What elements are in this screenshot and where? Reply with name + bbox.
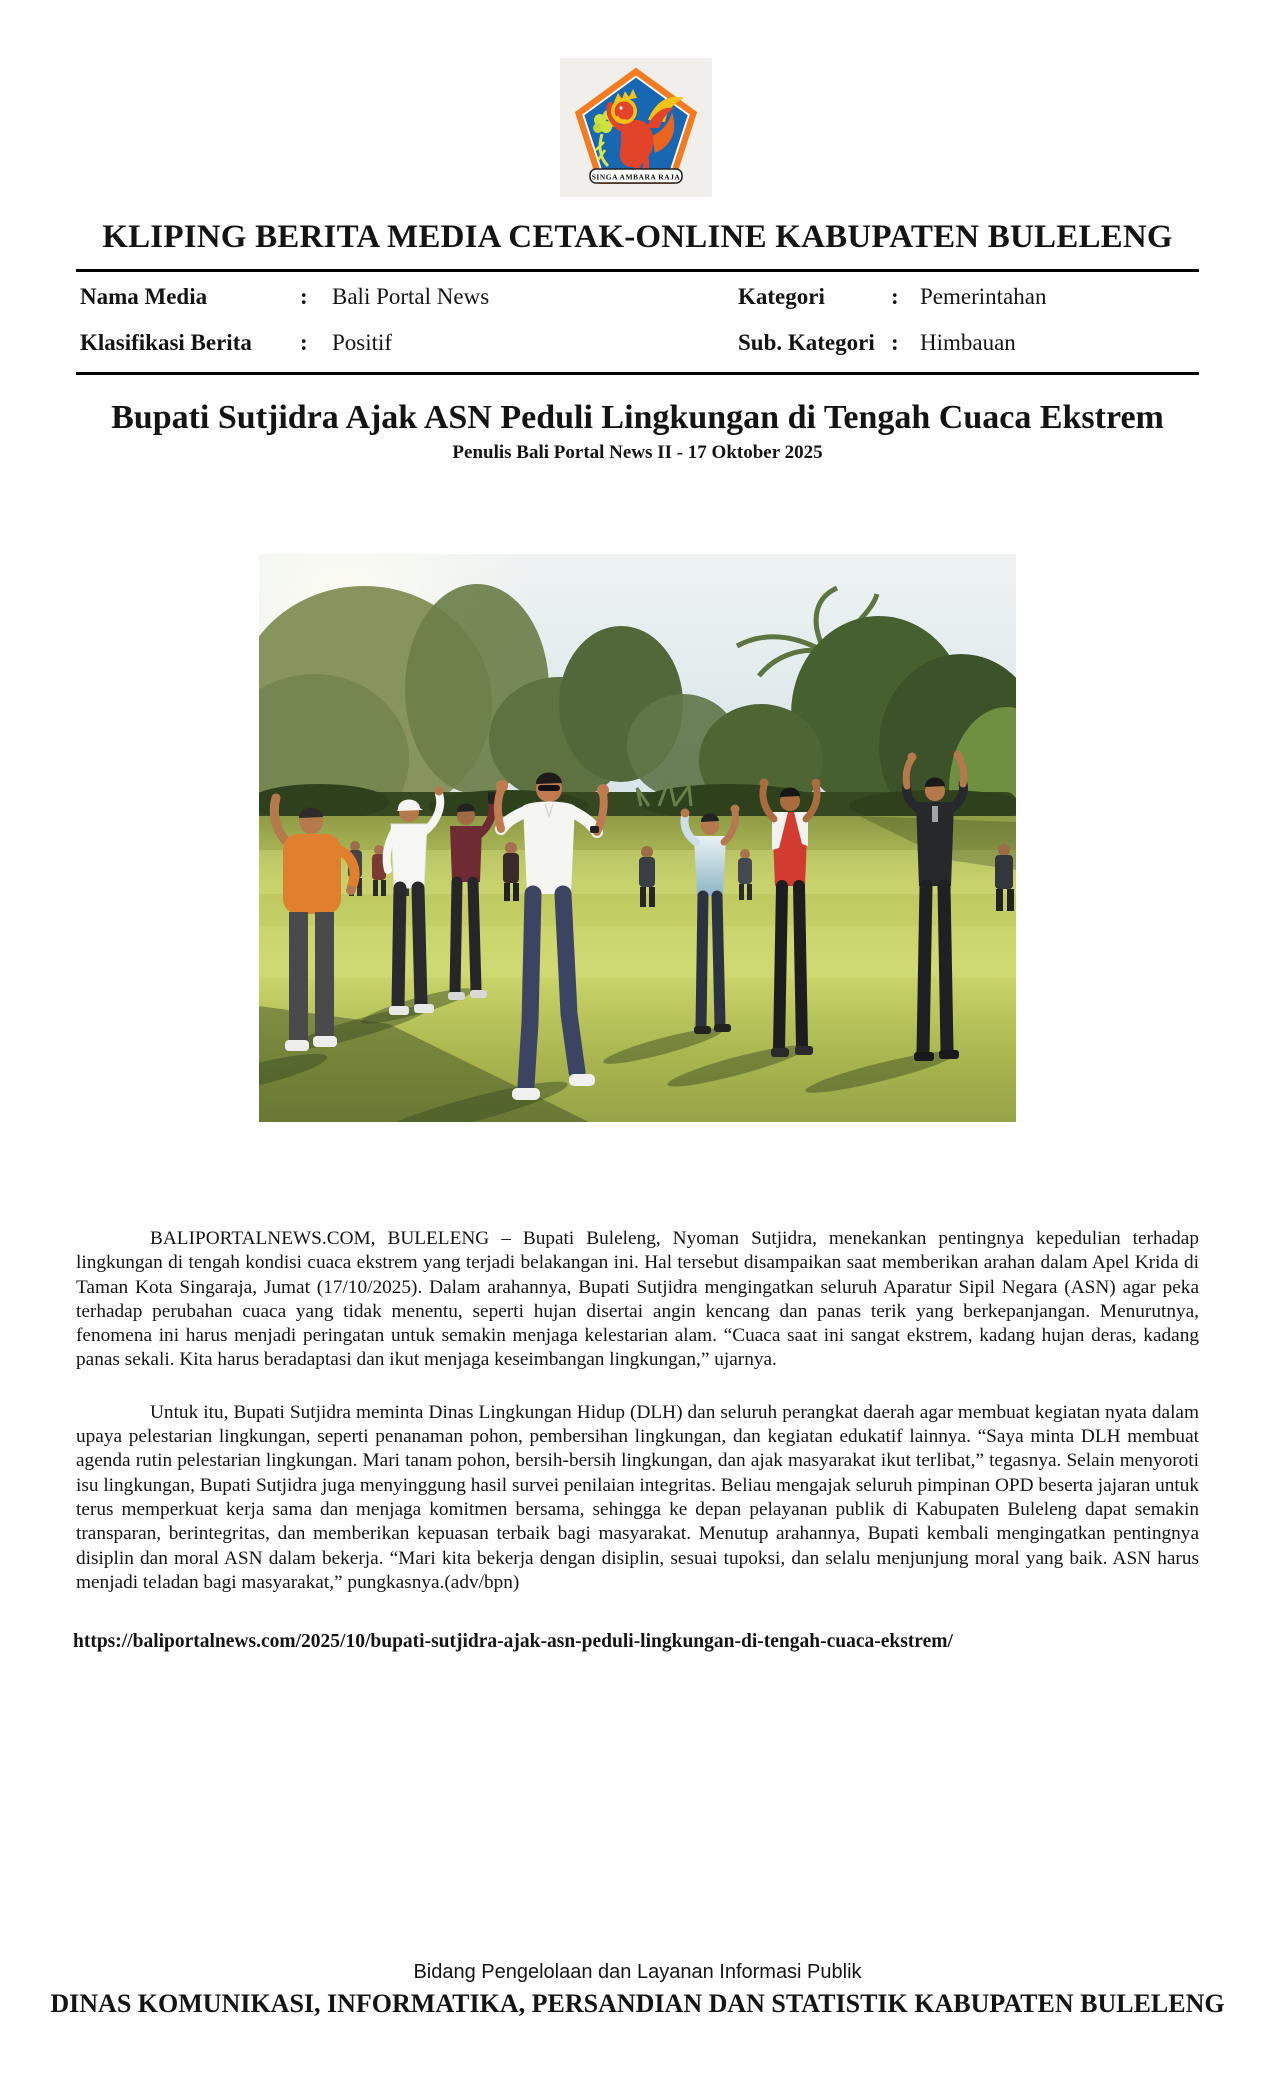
article-photo <box>259 554 1016 1122</box>
sunlit-band <box>259 926 1016 978</box>
buleleng-emblem <box>560 58 712 197</box>
meta-label-sub-kategori: Sub. Kategori <box>738 330 875 355</box>
meta-colon: : <box>300 284 308 309</box>
article-byline: Penulis Bali Portal News II - 17 Oktober 2025 <box>452 442 823 463</box>
emblem-banner <box>590 169 682 183</box>
article-paragraph-2: Untuk itu, Bupati Sutjidra meminta Dinas Lingkungan Hidup (DLH) dan seluruh perangkat daerah agar membuat kegiatan nyata dalam upaya pelestarian lingkungan, seperti penanaman pohon, pembersihan lingkungan, dan kegiatan edukatif lainnya. “Saya minta DLH membuat agenda rutin pelestarian lingkungan. Mari tanam pohon, bersih-bersih lingkungan, dan ajak masyarakat ikut terlibat,” tegasnya. Selain menyoroti isu lingkungan, Bupati Sutjidra juga menyinggung hasil survei penilaian integritas. Beliau mengajak seluruh pimpinan OPD beserta jajaran untuk terus memperkuat kerja sama dan menjaga komitmen bersama, sehingga ke depan pelayanan publik di Kabupaten Buleleng dapat semakin transparan, berintegritas, dan memberikan kepuasan terbaik bagi masyarakat. Menutup arahannya, Bupati kembali mengingatkan pentingnya disiplin dan moral ASN dalam bekerja. “Mari kita bekerja dengan disiplin, sesuai tupoksi, dan selalu menjunjung moral yang baik. ASN harus menjadi teladan bagi masyarakat,” pungkasnya.(adv/bpn) <box>76 1401 1199 1593</box>
meta-label-klasifikasi: Klasifikasi Berita <box>80 330 252 355</box>
meta-colon: : <box>300 330 308 355</box>
article-title: Bupati Sutjidra Ajak ASN Peduli Lingkungan di Tengah Cuaca Ekstrem <box>111 399 1164 436</box>
meta-value-sub-kategori: Himbauan <box>920 330 1016 355</box>
meta-value-klasifikasi: Positif <box>332 330 393 355</box>
footer-division: Bidang Pengelolaan dan Layanan Informasi Publik <box>413 1961 862 1983</box>
divider-top <box>76 269 1199 272</box>
emblem-banner-text: SINGA AMBARA RAJA <box>591 172 681 182</box>
meta-label-nama-media: Nama Media <box>80 284 208 309</box>
meta-label-kategori: Kategori <box>738 284 825 309</box>
meta-value-kategori: Pemerintahan <box>920 284 1047 309</box>
article-body <box>76 1227 1199 1623</box>
article-paragraph-1: BALIPORTALNEWS.COM, BULELENG – Bupati Buleleng, Nyoman Sutjidra, menekankan pentingnya kepedulian terhadap lingkungan di tengah kondisi cuaca ekstrem yang terjadi belakangan ini. Hal tersebut disampaikan saat memberikan arahan dalam Apel Krida di Taman Kota Singaraja, Jumat (17/10/2025). Dalam arahannya, Bupati Sutjidra mengingatkan seluruh Aparatur Sipil Negara (ASN) agar peka terhadap perubahan cuaca yang tidak menentu, seperti hujan disertai angin kencang dan panas terik yang berkepanjangan. Menurutnya, fenomena ini harus menjadi peringatan untuk semakin menjaga kelestarian alam. “Cuaca saat ini sangat ekstrem, kadang hujan deras, kadang panas sekali. Kita harus beradaptasi dan ikut menjaga keseimbangan lingkungan,” ujarnya. <box>76 1228 1199 1371</box>
meta-value-nama-media: Bali Portal News <box>332 284 490 309</box>
footer-agency: DINAS KOMUNIKASI, INFORMATIKA, PERSANDIAN DAN STATISTIK KABUPATEN BULELENG <box>50 1989 1225 2018</box>
meta-colon: : <box>891 330 899 355</box>
article-source-url[interactable]: https://baliportalnews.com/2025/10/bupati-sutjidra-ajak-asn-peduli-lingkungan-di-tengah-cuaca-ekstrem/ <box>73 1631 953 1652</box>
meta-colon: : <box>891 284 899 309</box>
buleleng-emblem-graphic <box>560 58 712 197</box>
article-photo-scene <box>259 554 1016 1122</box>
document-header-title: KLIPING BERITA MEDIA CETAK-ONLINE KABUPATEN BULELENG <box>102 219 1173 255</box>
divider-metadata <box>76 372 1199 375</box>
